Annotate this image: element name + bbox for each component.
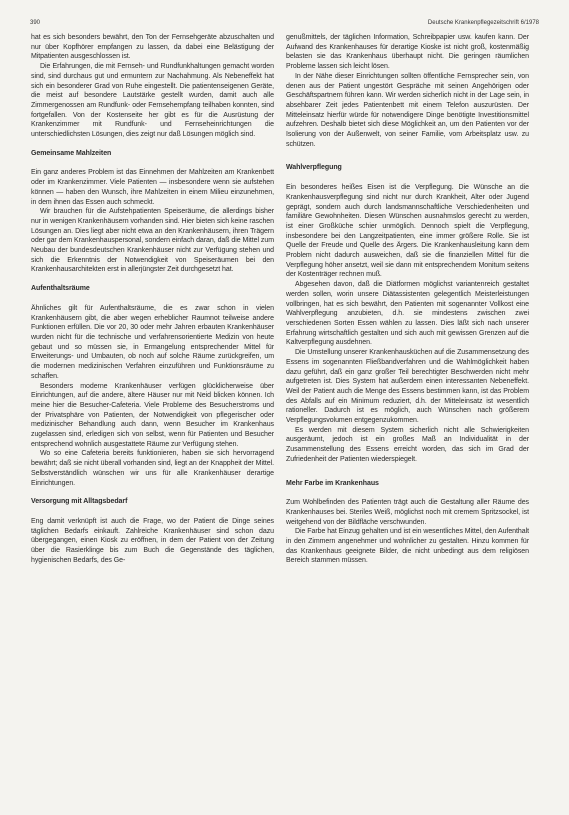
paragraph: Ein ganz anderes Problem ist das Einnehmen der Mahlzeiten am Krankenbett oder im Krankenzimmer. Viele Patienten — insbesondere wenn sie aufstehen können — haben den Wunsch, ihre Mahlzeiten in einem Milieu einzunehmen, in dem ihnen das Essen auch schmeckt. — [31, 169, 274, 206]
paragraph: Es werden mit diesem System sicherlich nicht alle Schwierigkeiten ausgeräumt, jedoch ist ein großes Maß an Individualität in der Zusammenstellung des Essens erreicht worden, das sich im Grad der Zufriedenheit der Patienten wiederspiegelt. — [286, 426, 529, 463]
journal-title: Deutsche Krankenpflegezeitschrift 6/1978 — [427, 20, 539, 26]
paragraph: Die Erfahrungen, die mit Fernseh- und Rundfunkhaltungen gemacht worden sind, sind durchaus gut und ermuntern zur Nachahmung. Als Nebeneffekt hat sich ein besonderer Grad von Ruhe eingestellt. Die patientenseigenen Geräte, die meist auf besondere Lautstärke gestellt wurden, damit auch alle Zimmergenossen am Rundfunk- oder Fernsehempfang teilhaben konnten, sind fortgefallen. Von der Kostenseite her gibt es für die Ausrüstung der Krankenzimmer mit Rundfunk- und Fernseheinrichtungen die unterschiedlichsten Lösungen, dies zeigt nur daß Lösungen möglich sind. — [31, 63, 274, 139]
paragraph: hat es sich besonders bewährt, den Ton der Fernsehgeräte abzuschalten und nur über Kopfhörer empfangen zu lassen, da dabei eine Belästigung der Mitpatienten ausgeschlossen ist. — [31, 34, 274, 61]
paragraph: Zum Wohlbefinden des Patienten trägt auch die Gestaltung aller Räume des Krankenhauses bei. Steriles Weiß, möglichst noch mit cremem Spritzsockel, ist weitgehend von der Bildfläche verschwunden. — [286, 499, 529, 526]
paragraph: Besonders moderne Krankenhäuser verfügen glücklicherweise über Einrichtungen, auf die andere, ältere Häuser nur mit Neid blicken können. Ich meine hier die Besucher-Cafeteria. Viele Probleme des Besucherstroms und der Privatsphäre von Patienten, der Notwendigkeit von pflegerischer oder medizinischer Behandlung auch dann, wenn Besucher im Krankenhaus zugelassen sind, erledigen sich von selbst, wenn für Patienten und Besucher entsprechend wohnlich ausgestattete Räume zur Verfügung stehen. — [31, 382, 274, 448]
section-heading: Aufenthaltsräume — [31, 285, 90, 293]
paragraph: Die Farbe hat Einzug gehalten und ist ein wesentliches Mittel, den Aufenthalt in den Zimmern angenehmer und wohnlicher zu gestalten. Hinzu kommen für das Krankenhaus geeignete Bilder, die nicht unbedingt aus dem religiösen Bereich stammen müssen. — [286, 528, 529, 565]
paragraph: In der Nähe dieser Einrichtungen sollten öffentliche Fernsprecher sein, von denen aus der Patient ungestört Gespräche mit seinen Angehörigen oder Geschäftspartnern führen kann. Wir werden sicherlich nicht in der Lage sein, in absehbarer Zeit jedes Patientenbett mit einem Telefon auszurüsten. Der Mitteleinsatz hierfür würde für notwendigere Dinge benötigte Investitionsmittel aufzehren. Deshalb bietet sich diese Möglichkeit an, um den Patienten vor der Isolierung von der Außenwelt, von seiner Familie, vom Arbeitsplatz usw. zu schützen. — [286, 72, 529, 148]
section-heading: Wahlverpflegung — [286, 164, 342, 172]
paragraph: genußmittels, der täglichen Information, Schreibpapier usw. kaufen kann. Der Aufwand des Krankenhauses für derartige Kioske ist nicht groß, kostenmäßig belasten sie das Krankenhaus überhaupt nicht. Die geringen räumlichen Probleme lassen sich leicht lösen. — [286, 34, 529, 71]
left-column — [31, 33, 274, 565]
paragraph: Die Umstellung unserer Krankenhausküchen auf die Zusammensetzung des Essens im sogenannten Fließbandverfahren und die Wahlmöglichkeit haben dazu geführt, daß ein ganz großer Teil berechtigter Beschwerden nicht mehr aufgetreten ist. Dies System hat außerdem einen interessanten Nebeneffekt. Weil der Patient auch die Menge des Essens bestimmen kann, ist das Problem des Abfalls auf ein Minimum reduziert, d.h. der Mitteleinsatz ist wesentlich rationeller. Dadurch ist es möglich, auch Wünschen nach größerem Verpflegungsvolumen entgegenzukommen. — [286, 349, 529, 425]
paragraph: Abgesehen davon, daß die Diätformen möglichst variantenreich gestaltet werden sollen, worin unsere Diätassistenten gelegentlich Meisterleistungen vollbringen, hat es sich bewährt, den Patienten mit sogenannter Vollkost eine Wahlverpflegung anzubieten, d.h. sie mindestens zwischen zwei verschiedenen Sorten Essen wählen zu lassen. Dies läßt sich nach unserer Erfahrung wirtschaftlich gestalten und sich auch mit gewissen Grenzen auf die Kaltverpflegung ausdehnen. — [286, 281, 529, 347]
paragraph: Wo so eine Cafeteria bereits funktionieren, haben sie sich hervorragend bewährt; daß sie nicht überall vorhanden sind, liegt an der Knappheit der Mittel. Selbstverständlich wünschen wir uns für alle Krankenhäuser derartige Einrichtungen. — [31, 450, 274, 487]
section-heading: Mehr Farbe im Krankenhaus — [286, 479, 379, 487]
page-header — [30, 20, 539, 26]
paragraph: Ähnliches gilt für Aufenthaltsräume, die es zwar schon in vielen Krankenhäusern gibt, die aber wegen erheblicher Raumnot teilweise andere Funktionen erfüllen. Die vor 20, 30 oder mehr Jahren erbauten Krankenhäuser wurden nicht für die technische und verfahrensorientierte Medizin von heute gebaut und so müssen sie, in Ermangelung entsprechender Mittel für Erweiterungs- und Umbauten, ob noch auf solche Räume zurückgreifen, um die modernen medizinischen Verfahren einzuführen und Funktionsräume zu schaffen. — [31, 304, 274, 380]
paragraph: Wir brauchen für die Aufstehpatienten Speiseräume, die allerdings bisher nur in wenigen Krankenhäusern vorhanden sind. Hier bieten sich keine raschen Lösungen an. Dies liegt aber nicht etwa an den Krankenhäusern, ihren Trägern oder gar dem Krankenhauspersonal, sondern einfach daran, daß die Mittel zum Neubau der bundesdeutschen Krankenhäuser nicht zur Verfügung stehen und sich die Erkenntnis der Notwendigkeit von Speiseräumen bei den Krankenhausarchitekten erst in allerjüngster Zeit durchgesetzt hat. — [31, 208, 274, 274]
section-heading: Gemeinsame Mahlzeiten — [31, 149, 112, 157]
right-column — [286, 33, 529, 566]
paragraph: Ein besonderes heißes Eisen ist die Verpflegung. Die Wünsche an die Krankenhausverpflegung sind nicht nur durch Krankheit, Alter oder Jugend geprägt, sondern auch durch landsmannschaftliche Verschiedenheiten und familiäre Gewohnheiten. Diesen Wünschen ausnahmslos gerecht zu werden, ist einer Großküche schier unmöglich. Dennoch spielt die Verpflegung, insbesondere bei den Langzeitpatienten, eine immer größere Rolle. Sie ist Quelle der Freude und Quelle des Ärgers. Die Krankenhausleitung kann dem Problem nicht dadurch ausweichen, daß sie die finanziellen Mittel für die Verpflegung höher ansetzt, weil sie dann mit entsprechendem Monitum seitens der Kostenträger rechnen muß. — [286, 184, 529, 279]
section-heading: Versorgung mit Alltagsbedarf — [31, 498, 128, 506]
page-number: 390 — [30, 20, 41, 26]
paragraph: Eng damit verknüpft ist auch die Frage, wo der Patient die Dinge seines täglichen Bedarfs einkauft. Zahlreiche Krankenhäuser sind schon dazu übergegangen, einen Kiosk zu eröffnen, in dem der Patient von der Zeitung über die Rasierklinge bis zum Buch die Gegenstände des täglichen, hygienischen Bedarfs, des Ge- — [31, 517, 274, 564]
